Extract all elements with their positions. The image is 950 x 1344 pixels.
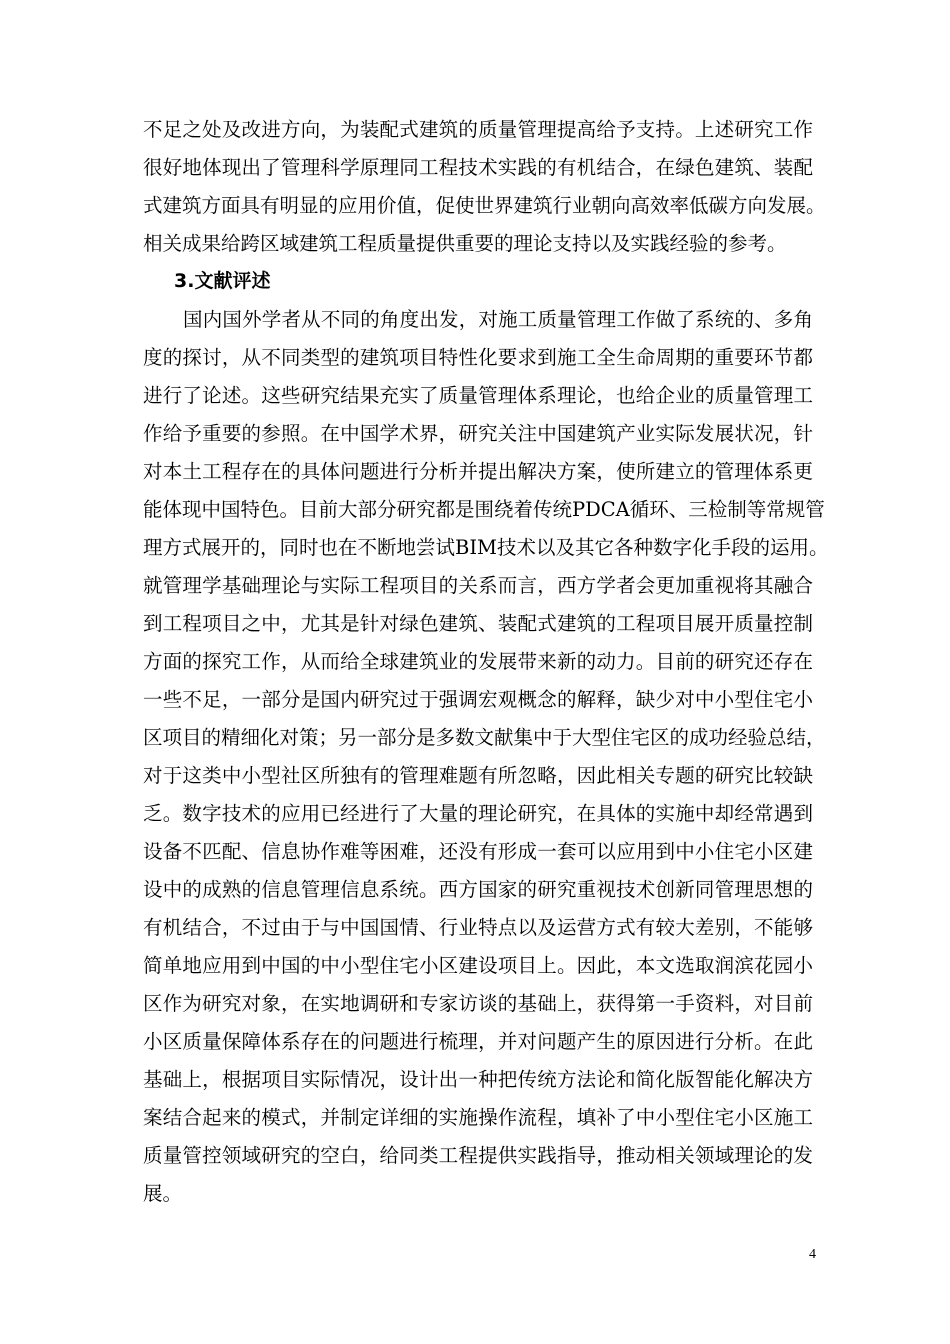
paragraph-2-line-16: 设中的成熟的信息管理信息系统。西方国家的研究重视技术创新同管理思想的 bbox=[143, 878, 813, 901]
paragraph-2-line-22: 案结合起来的模式，并制定详细的实施操作流程，填补了中小型住宅小区施工 bbox=[143, 1106, 813, 1129]
paragraph-2-line-11: 一些不足，一部分是国内研究过于强调宏观概念的解释，缺少对中小型住宅小 bbox=[143, 688, 813, 711]
paragraph-2-line-9: 到工程项目之中，尤其是针对绿色建筑、装配式建筑的工程项目展开质量控制 bbox=[143, 612, 813, 635]
paragraph-2-line-5: 对本土工程存在的具体问题进行分析并提出解决方案，使所建立的管理体系更 bbox=[143, 460, 813, 483]
paragraph-2-line-3: 进行了论述。这些研究结果充实了质量管理体系理论，也给企业的质量管理工 bbox=[143, 384, 813, 407]
paragraph-2-line-17: 有机结合，不过由于与中国国情、行业特点以及运营方式有较大差别，不能够 bbox=[143, 916, 813, 939]
paragraph-2-line-23: 质量管控领域研究的空白，给同类工程提供实践指导，推动相关领域理论的发 bbox=[143, 1144, 813, 1167]
paragraph-2-line-10: 方面的探究工作，从而给全球建筑业的发展带来新的动力。目前的研究还存在 bbox=[143, 650, 813, 673]
paragraph-2-line-13: 对于这类中小型社区所独有的管理难题有所忽略，因此相关专题的研究比较缺 bbox=[143, 764, 813, 787]
paragraph-2-line-15: 设备不匹配、信息协作难等困难，还没有形成一套可以应用到中小住宅小区建 bbox=[143, 840, 813, 863]
paragraph-1-line-2: 很好地体现出了管理科学原理同工程技术实践的有机结合，在绿色建筑、装配 bbox=[143, 156, 813, 179]
paragraph-1-line-3: 式建筑方面具有明显的应用价值，促使世界建筑行业朝向高效率低碳方向发展。 bbox=[143, 194, 826, 217]
paragraph-2-line-24: 展。 bbox=[143, 1182, 183, 1205]
paragraph-2-line-14: 乏。数字技术的应用已经进行了大量的理论研究，在具体的实施中却经常遇到 bbox=[143, 802, 813, 825]
paragraph-2-line-2: 度的探讨，从不同类型的建筑项目特性化要求到施工全生命周期的重要环节都 bbox=[143, 346, 813, 369]
section-heading: 3.文献评述 bbox=[174, 270, 271, 292]
page-number: 4 bbox=[809, 1247, 816, 1262]
paragraph-2-line-20: 小区质量保障体系存在的问题进行梳理，并对问题产生的原因进行分析。在此 bbox=[143, 1030, 813, 1053]
paragraph-2-line-12: 区项目的精细化对策；另一部分是多数文献集中于大型住宅区的成功经验总结， bbox=[143, 726, 826, 749]
paragraph-2-line-18: 简单地应用到中国的中小型住宅小区建设项目上。因此，本文选取润滨花园小 bbox=[143, 954, 813, 977]
paragraph-2-line-1: 国内国外学者从不同的角度出发，对施工质量管理工作做了系统的、多角 bbox=[183, 308, 813, 331]
paragraph-2-line-4: 作给予重要的参照。在中国学术界，研究关注中国建筑产业实际发展状况，针 bbox=[143, 422, 813, 445]
paragraph-2-line-8: 就管理学基础理论与实际工程项目的关系而言，西方学者会更加重视将其融合 bbox=[143, 574, 813, 597]
paragraph-2-line-6: 能体现中国特色。目前大部分研究都是围绕着传统PDCA循环、三检制等常规管 bbox=[143, 498, 825, 521]
paragraph-1-line-1: 不足之处及改进方向，为装配式建筑的质量管理提高给予支持。上述研究工作 bbox=[143, 118, 813, 141]
paragraph-1-line-4: 相关成果给跨区域建筑工程质量提供重要的理论支持以及实践经验的参考。 bbox=[143, 232, 787, 255]
paragraph-2-line-7: 理方式展开的，同时也在不断地尝试BIM技术以及其它各种数字化手段的运用。 bbox=[143, 536, 829, 559]
paragraph-2-line-21: 基础上，根据项目实际情况，设计出一种把传统方法论和简化版智能化解决方 bbox=[143, 1068, 813, 1091]
paragraph-2-line-19: 区作为研究对象，在实地调研和专家访谈的基础上，获得第一手资料，对目前 bbox=[143, 992, 813, 1015]
